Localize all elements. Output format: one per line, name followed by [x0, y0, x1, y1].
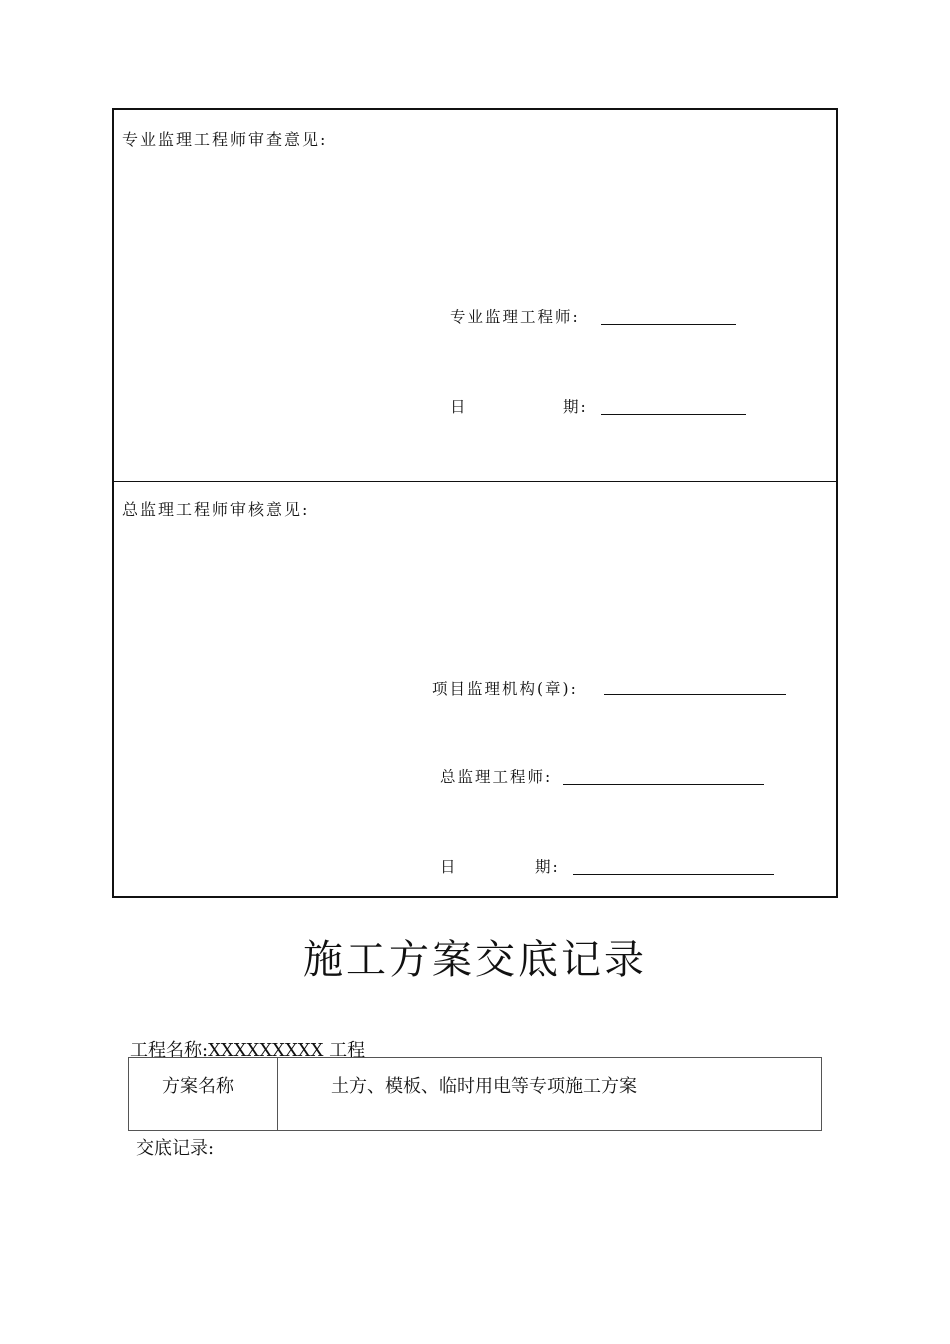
chief-date-label-right: 期: [535, 858, 560, 876]
specialist-engineer-label: 专业监理工程师: [450, 308, 580, 326]
plan-table-divider [277, 1058, 278, 1130]
chief-engineer-label: 总监理工程师: [440, 768, 553, 786]
specialist-review-heading: 专业监理工程师审查意见: [122, 130, 328, 149]
plan-name-header: 方案名称 [162, 1076, 234, 1097]
agency-seal-label: 项目监理机构(章): [432, 680, 578, 698]
plan-name-value: 土方、模板、临时用电等专项施工方案 [331, 1076, 637, 1097]
agency-seal-line[interactable] [604, 694, 786, 695]
chief-engineer-signature-line[interactable] [563, 784, 764, 785]
chief-date-label-left: 日 [440, 858, 458, 876]
specialist-date-line[interactable] [601, 414, 746, 415]
specialist-engineer-signature-line[interactable] [601, 324, 736, 325]
specialist-date-label-left: 日 [450, 398, 468, 416]
chief-review-heading: 总监理工程师审核意见: [122, 500, 310, 519]
document-title: 施工方案交底记录 [303, 937, 647, 983]
project-name: 工程名称:XXXXXXXXX 工程 [130, 1040, 366, 1061]
form-divider [114, 481, 836, 482]
chief-date-line[interactable] [573, 874, 774, 875]
disclosure-record-label: 交底记录: [136, 1138, 215, 1159]
specialist-date-label-right: 期: [563, 398, 588, 416]
